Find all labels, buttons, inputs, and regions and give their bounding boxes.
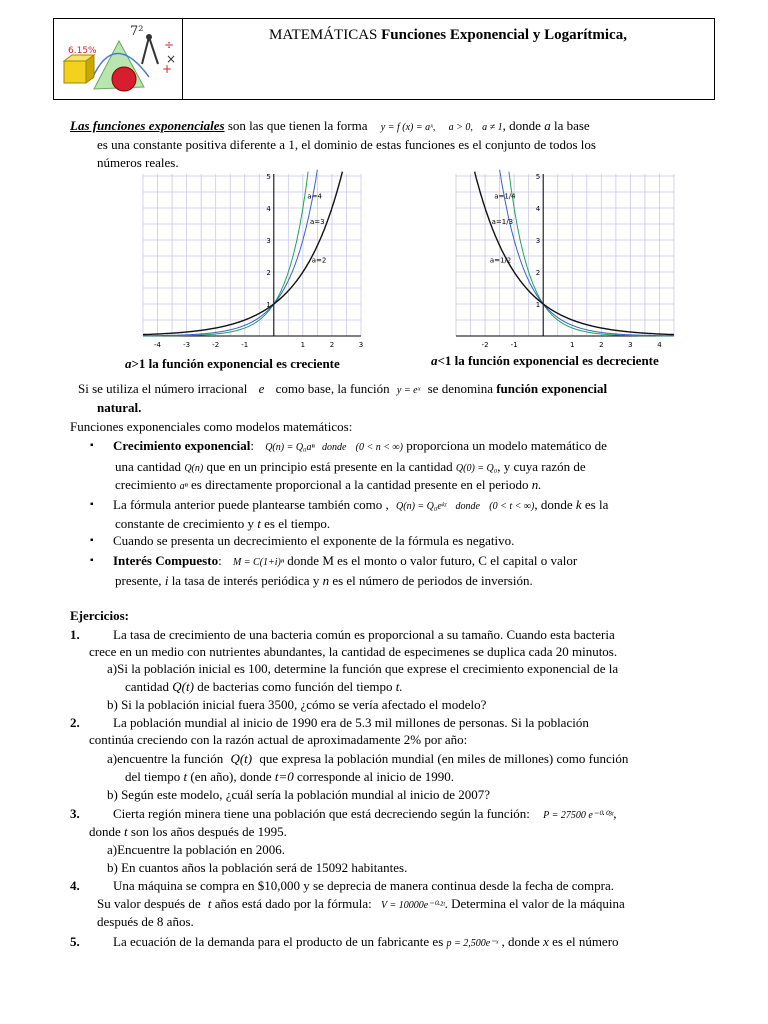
continuous-t: t bbox=[257, 516, 261, 531]
left-x-tick: -2 bbox=[212, 341, 220, 349]
right-x-tick: 1 bbox=[570, 341, 575, 349]
e3-formula: P = 27500 e⁻⁰·⁰³ᵗ bbox=[543, 810, 614, 821]
left-series-line bbox=[143, 172, 308, 336]
intro-text: son las que tienen la forma bbox=[227, 118, 368, 133]
left-y-tick: 2 bbox=[266, 269, 271, 277]
e4-l2c: . Determina el valor de la máquina bbox=[444, 896, 625, 911]
logo-exponent: 7² bbox=[130, 24, 144, 39]
e2-a2b: (en año), donde bbox=[190, 769, 272, 784]
exercise-1-line-2: crece en un medio con nutrientes abundantes, la cantidad de especimenes se duplica cada 20 minutos. bbox=[89, 644, 618, 659]
right-y-tick: 5 bbox=[535, 173, 541, 181]
e5-l1: La ecuación de la demanda para el producto de un fabricante es bbox=[113, 934, 444, 949]
e3-l1: Cierta región minera tiene una población que está decreciendo según la función: bbox=[113, 806, 530, 821]
left-x-tick: -1 bbox=[241, 341, 249, 349]
model-decay: Cuando se presenta un decrecimiento el exponente de la fórmula es negativo. bbox=[113, 533, 515, 548]
document-header bbox=[53, 18, 715, 100]
intro-lead: Las funciones exponenciales bbox=[70, 118, 225, 133]
exercise-2-line-1: La población mundial al inicio de 1990 era de 5.3 mil millones de personas. Si la población bbox=[113, 715, 589, 730]
exercise-1a-line-2 bbox=[125, 679, 403, 695]
continuous-l2a: constante de crecimiento y bbox=[115, 516, 254, 531]
exercise-5-number: 5. bbox=[70, 934, 80, 949]
e1-qt: Q(t) bbox=[172, 679, 194, 694]
intro-tail: , donde bbox=[502, 118, 541, 133]
e4-formula: V = 10000e⁻⁰·²ᵗ bbox=[381, 900, 445, 911]
exercise-4-line-3: después de 8 años. bbox=[97, 914, 194, 929]
interest-l2c: es el número de periodos de inversión. bbox=[332, 573, 533, 588]
e1-a2a: cantidad bbox=[125, 679, 170, 694]
growth-l2c: , y cuya razón de bbox=[497, 459, 586, 474]
growth-tail: proporciona un modelo matemático de bbox=[406, 438, 607, 453]
e2-a2a: del tiempo bbox=[125, 769, 181, 784]
left-series-label: a=3 bbox=[309, 218, 325, 226]
right-y-tick: 3 bbox=[535, 237, 541, 245]
logo-percent: 6.15% bbox=[68, 46, 97, 56]
left-y-tick: 1 bbox=[266, 301, 271, 309]
e2-t: t bbox=[183, 769, 188, 784]
right-x-tick: -1 bbox=[510, 341, 518, 349]
interest-l2a: presente, bbox=[115, 573, 162, 588]
left-x-tick: 2 bbox=[329, 341, 335, 349]
model-interest-line-1 bbox=[113, 553, 577, 571]
e3-l2a: donde bbox=[89, 824, 121, 839]
right-x-tick: 3 bbox=[628, 341, 633, 349]
e1-t: t. bbox=[395, 679, 403, 694]
subject-label: MATEMÁTICAS bbox=[269, 27, 378, 43]
exercise-2-number: 2. bbox=[70, 715, 80, 730]
continuous-a: La fórmula anterior puede plantearse también como , bbox=[113, 497, 389, 512]
right-series-line bbox=[509, 172, 674, 336]
intro-a: a bbox=[544, 118, 551, 133]
intro-cond1: a > 0, bbox=[448, 122, 473, 133]
growth-formula: Q(n) = Q₀aⁿ bbox=[265, 442, 315, 453]
interest-a: donde M es el monto o valor futuro, C el capital o valor bbox=[287, 553, 578, 568]
natural-bold: función exponencial bbox=[496, 381, 608, 396]
e2-a1a: a)encuentre la función bbox=[107, 751, 224, 766]
model-continuous-line-2 bbox=[115, 516, 330, 532]
left-x-tick: -4 bbox=[154, 341, 162, 349]
model-continuous-line-1 bbox=[113, 497, 608, 515]
e2-a1b: que expresa la población mundial (en miles de millones) como función bbox=[259, 751, 629, 766]
interest-i: i bbox=[164, 573, 169, 588]
exercise-2a-line-2 bbox=[125, 769, 454, 785]
left-series-label: a=4 bbox=[307, 192, 322, 201]
right-x-tick: 2 bbox=[599, 341, 604, 349]
bullet-4: ▪ bbox=[90, 555, 94, 566]
right-y-tick: 1 bbox=[535, 301, 541, 309]
left-x-tick: 1 bbox=[300, 341, 306, 349]
svg-text:+: + bbox=[162, 62, 173, 76]
model-growth-line-1 bbox=[113, 438, 607, 456]
e4-t: t bbox=[207, 896, 212, 911]
natural-e: e bbox=[258, 381, 265, 396]
right-series-label: a=1/4 bbox=[494, 192, 516, 201]
exercise-3-number: 3. bbox=[70, 806, 80, 821]
interest-title: Interés Compuesto bbox=[113, 553, 219, 568]
exercise-4-number: 4. bbox=[70, 878, 80, 893]
left-series-label: a=2 bbox=[311, 256, 327, 265]
right-x-tick: 4 bbox=[657, 341, 662, 349]
right-y-tick: 4 bbox=[535, 205, 541, 213]
e5-x: x bbox=[543, 934, 549, 949]
continuous-formula: Q(n) = Q₀eᵏᵗ bbox=[396, 501, 447, 512]
continuous-c: es la bbox=[584, 497, 609, 512]
math-logo-icon bbox=[54, 19, 182, 99]
caption-left-sym: a bbox=[125, 356, 132, 371]
e3-t: t bbox=[124, 824, 128, 839]
continuous-cond: (0 < t < ∞) bbox=[489, 501, 535, 512]
model-interest-line-2 bbox=[115, 573, 533, 589]
growth-q0: Q(0) = Q₀ bbox=[455, 463, 498, 474]
intro-line-3: números reales. bbox=[97, 155, 179, 170]
right-x-tick: -2 bbox=[481, 341, 489, 349]
interest-l2b: la tasa de interés periódica y bbox=[171, 573, 320, 588]
models-heading: Funciones exponenciales como modelos matemáticos: bbox=[70, 419, 353, 434]
left-x-tick: 3 bbox=[358, 341, 364, 349]
caption-decreasing bbox=[431, 353, 659, 369]
e3-comma: , bbox=[613, 806, 617, 821]
e2-t0: t=0 bbox=[274, 769, 294, 784]
natural-text-c: se denomina bbox=[427, 381, 493, 396]
e2-qt: Q(t) bbox=[230, 751, 253, 766]
bullet-3: ▪ bbox=[90, 535, 94, 546]
right-series-label: a=1/2 bbox=[489, 256, 512, 265]
continuous-l2b: es el tiempo. bbox=[264, 516, 331, 531]
natural-text-b: como base, la función bbox=[275, 381, 390, 396]
left-y-tick: 4 bbox=[266, 205, 271, 213]
growth-l3a: crecimiento bbox=[115, 477, 177, 492]
intro-formula: y = f (x) = aˣ, bbox=[380, 122, 436, 133]
growth-donde: donde bbox=[321, 442, 347, 453]
growth-qn: Q(n) bbox=[184, 463, 204, 474]
bullet-2: ▪ bbox=[90, 499, 94, 510]
natural-text-a: Si se utiliza el número irracional bbox=[78, 381, 248, 396]
svg-text:×: × bbox=[166, 52, 177, 66]
growth-cond: (0 < n < ∞) bbox=[355, 442, 403, 453]
left-y-tick: 5 bbox=[266, 173, 271, 181]
growth-title: Crecimiento exponencial bbox=[113, 438, 251, 453]
exercise-1b: b) Si la población inicial fuera 3500, ¿cómo se vería afectado el modelo? bbox=[107, 697, 487, 712]
intro-line-1 bbox=[70, 118, 590, 136]
continuous-k: k bbox=[575, 497, 582, 512]
chart-decreasing bbox=[456, 172, 674, 350]
exercise-3b: b) En cuantos años la población será de 15092 habitantes. bbox=[107, 860, 408, 875]
e5-formula: p = 2,500e⁻ˣ bbox=[446, 938, 499, 949]
natural-line-2: natural. bbox=[97, 400, 142, 415]
right-y-tick: 2 bbox=[535, 269, 541, 277]
continuous-b: , donde bbox=[534, 497, 573, 512]
e3-l2b: son los años después de 1995. bbox=[130, 824, 287, 839]
growth-colon: : bbox=[250, 438, 254, 453]
intro-line-2: es una constante positiva diferente a 1, el dominio de estas funciones es el conjunto de todos los bbox=[97, 137, 596, 152]
growth-l2a: una cantidad bbox=[115, 459, 182, 474]
growth-an: aⁿ bbox=[179, 481, 188, 492]
model-growth-line-3 bbox=[115, 477, 542, 495]
document-title bbox=[182, 27, 714, 44]
exercise-3-line-2 bbox=[89, 824, 287, 840]
growth-l2b: que en un principio está presente en la cantidad bbox=[206, 459, 453, 474]
left-y-tick: 3 bbox=[266, 237, 271, 245]
continuous-donde: donde bbox=[455, 501, 480, 512]
e4-l2a: Su valor después de bbox=[97, 896, 201, 911]
e5-l1b: , donde bbox=[501, 934, 540, 949]
natural-formula: y = eˣ bbox=[396, 385, 421, 396]
exercises-heading: Ejercicios: bbox=[70, 608, 129, 623]
e2-a2c: corresponde al inicio de 1990. bbox=[296, 769, 455, 784]
e5-l1c: es el número bbox=[552, 934, 619, 949]
exercise-4-line-1: Una máquina se compra en $10,000 y se deprecia de manera continua desde la fecha de compra. bbox=[113, 878, 615, 893]
title-label: Funciones Exponencial y Logarítmica, bbox=[381, 27, 627, 43]
interest-n: n bbox=[322, 573, 330, 588]
exercise-1-line-1: La tasa de crecimiento de una bacteria común es proporcional a su tamaño. Cuando esta bacteria bbox=[113, 627, 615, 642]
chart-increasing bbox=[143, 172, 364, 350]
left-x-tick: -3 bbox=[183, 341, 191, 349]
exercise-2b: b) Según este modelo, ¿cuál sería la población mundial al inicio de 2007? bbox=[107, 787, 491, 802]
logo bbox=[54, 19, 183, 99]
exercise-5-line-1 bbox=[113, 934, 619, 952]
exercise-3a: a)Encuentre la población en 2006. bbox=[107, 842, 285, 857]
caption-right-text: <1 la función exponencial es decreciente bbox=[437, 353, 659, 368]
model-growth-line-2 bbox=[115, 459, 586, 477]
growth-l3b: es directamente proporcional a la cantidad presente en el periodo bbox=[191, 477, 529, 492]
caption-right-sym: a bbox=[431, 353, 438, 368]
svg-text:÷: ÷ bbox=[164, 38, 175, 52]
intro-end: la base bbox=[553, 118, 590, 133]
growth-n: n. bbox=[531, 477, 542, 492]
intro-cond2: a ≠ 1 bbox=[482, 122, 503, 133]
exercise-4-line-2 bbox=[97, 896, 625, 914]
right-series-label: a=1/3 bbox=[491, 218, 514, 226]
exercise-2-line-2: continúa creciendo con la razón actual de aproximadamente 2% por año: bbox=[89, 732, 468, 747]
e1-a2b: de bacterias como función del tiempo bbox=[197, 679, 393, 694]
caption-increasing bbox=[125, 356, 340, 372]
bullet-1: ▪ bbox=[90, 440, 94, 451]
exercise-1a-line-1: a)Si la población inicial es 100, determine la función que exprese el crecimiento exponencial de la bbox=[107, 661, 619, 676]
exercise-1-number: 1. bbox=[70, 627, 80, 642]
exercise-3-line-1 bbox=[113, 806, 617, 824]
caption-left-text: >1 la función exponencial es creciente bbox=[131, 356, 340, 371]
e4-l2b: años está dado por la fórmula: bbox=[214, 896, 372, 911]
natural-line-1 bbox=[78, 381, 607, 399]
interest-formula: M = C(1+i)ⁿ bbox=[232, 557, 285, 568]
exercise-2a-line-1 bbox=[107, 751, 628, 767]
interest-colon: : bbox=[218, 553, 222, 568]
